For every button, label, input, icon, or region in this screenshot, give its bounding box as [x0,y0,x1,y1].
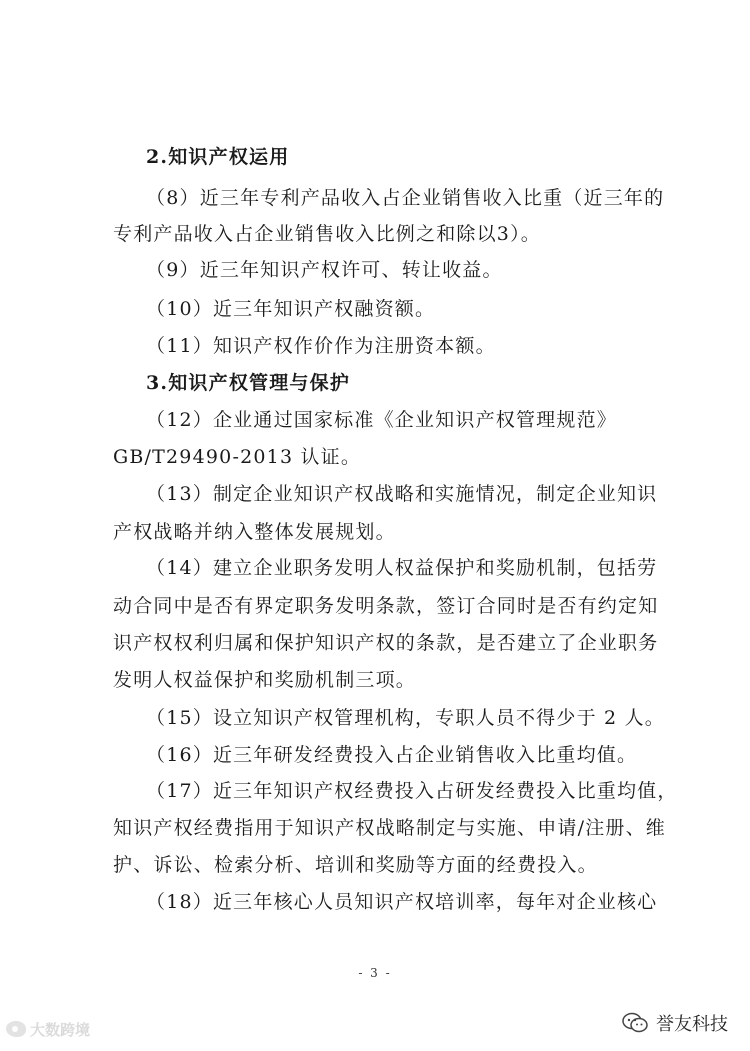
paragraph-line: （14）建立企业职务发明人权益保护和奖励机制，包括劳 [146,557,658,579]
paragraph-line: （12）企业通过国家标准《企业知识产权管理规范》 [146,409,617,431]
weibo-icon [6,1021,26,1037]
wechat-icon [622,1012,648,1034]
paragraph-line: （16）近三年研发经费投入占企业销售收入比重均值。 [146,744,638,766]
paragraph-line: （11）知识产权作价作为注册资本额。 [146,335,496,357]
paragraph-line: 发明人权益保护和奖励机制三项。 [113,669,417,691]
watermark-right [622,1010,728,1036]
paragraph-line: （17）近三年知识产权经费投入占研发经费投入比重均值， [146,780,678,802]
paragraph-line: 知识产权经费指用于知识产权战略制定与实施、申请/注册、维 [113,817,667,839]
paragraph-line: 产权战略并纳入整体发展规划。 [113,521,396,543]
paragraph-line: （10）近三年知识产权融资额。 [146,298,436,320]
paragraph-line: GB/T29490-2013 认证。 [113,446,362,468]
paragraph-line: （18）近三年核心人员知识产权培训率，每年对企业核心 [146,891,658,913]
page-number: - 3 - [358,966,392,980]
paragraph-line: （15）设立知识产权管理机构，专职人员不得少于 2 人。 [146,707,665,729]
paragraph-line: 专利产品收入占企业销售收入比例之和除以3）。 [113,223,541,245]
section-heading-ip-management: 3.知识产权管理与保护 [146,372,351,394]
paragraph-line: 动合同中是否有界定职务发明条款，签订合同时是否有约定知 [113,595,659,617]
watermark-left-text: 大数跨境 [30,1020,91,1039]
paragraph-line: 识产权权利归属和保护知识产权的条款，是否建立了企业职务 [113,632,659,654]
paragraph-line: （9）近三年知识产权许可、转让收益。 [146,259,503,281]
paragraph-line: 护、诉讼、检索分析、培训和奖励等方面的经费投入。 [113,854,598,876]
watermark-right-text: 誉友科技 [656,1014,728,1035]
section-heading-ip-application: 2.知识产权运用 [146,146,290,168]
watermark-left [6,1018,90,1040]
paragraph-line: （13）制定企业知识产权战略和实施情况，制定企业知识 [146,483,658,505]
paragraph-line: （8）近三年专利产品收入占企业销售收入比重（近三年的 [146,187,665,209]
